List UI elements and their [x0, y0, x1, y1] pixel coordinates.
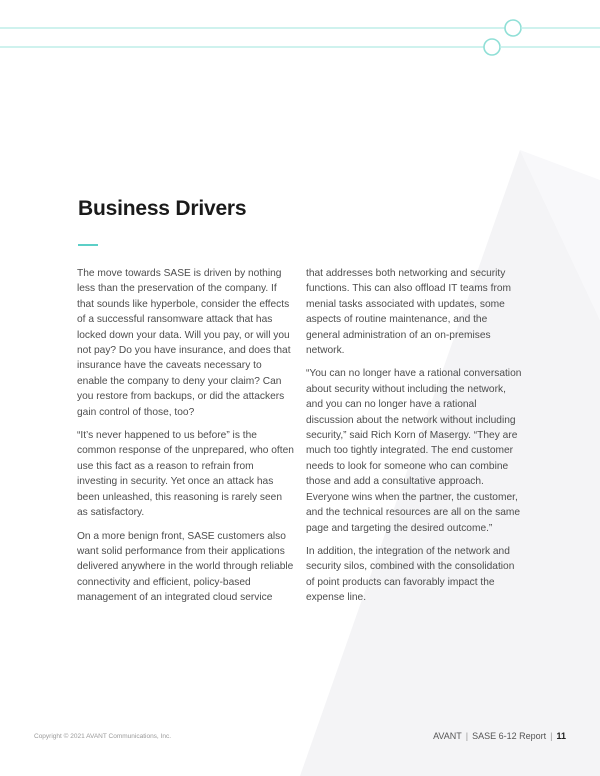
title-underline: [78, 244, 98, 246]
page-number: 11: [556, 731, 566, 741]
paragraph: “It’s never happened to us before” is the common response of the unprepared, who often use this fact as a reason to refrain from investing in security. Yet once an attack has been unleashed, this reasoning is rarely seen as satisfactory.: [77, 430, 294, 519]
right-column: [306, 266, 522, 614]
paragraph: On a more benign front, SASE customers also want solid performance from their applications delivered anywhere in the world through reliable connectivity and efficient, policy-based management of an integrated cloud service: [77, 530, 294, 604]
decorative-circuit-lines: [0, 0, 600, 70]
brand-name: AVANT: [433, 731, 462, 741]
footer-separator: |: [550, 731, 553, 741]
page-footer: [433, 731, 566, 741]
footer-separator: |: [465, 731, 469, 741]
page-title: Business Drivers: [78, 197, 247, 220]
copyright-notice: Copyright © 2021 AVANT Communications, Inc.: [34, 733, 172, 740]
paragraph: In addition, the integration of the network and security silos, combined with the consolidation of point products can favorably impact the expense line.: [306, 545, 515, 604]
paragraph: that addresses both networking and security functions. This can also offload IT teams from menial tasks associated with updates, some aspects of routine maintenance, and the general administration of an on-premises network.: [306, 268, 511, 357]
quote-paragraph: “You can no longer have a rational conversation about security without including the network, and you can no longer have a rational discussion about the network without including security,” said Rich Korn of Masergy. “They are much too tightly integrated. The end customer needs to look for someone who can combine those and add a consultative approach. Everyone wins when the partner, the customer, and the technical resources are all on the same page and targeting the desired outcome.”: [306, 368, 522, 534]
paragraph: The move towards SASE is driven by nothing less than the preservation of the company. If that sounds like hyperbole, consider the effects of a successful ransomware attack that has locked down your data. Will you pay, or will you not pay? Do you have insurance, and does that insurance have the caveats necessary to enable the company to deny your claim? Can you restore from backups, or did the attackers gain control of those, too?: [77, 268, 291, 418]
left-column: [77, 266, 295, 614]
report-name: SASE 6-12 Report: [472, 731, 547, 741]
